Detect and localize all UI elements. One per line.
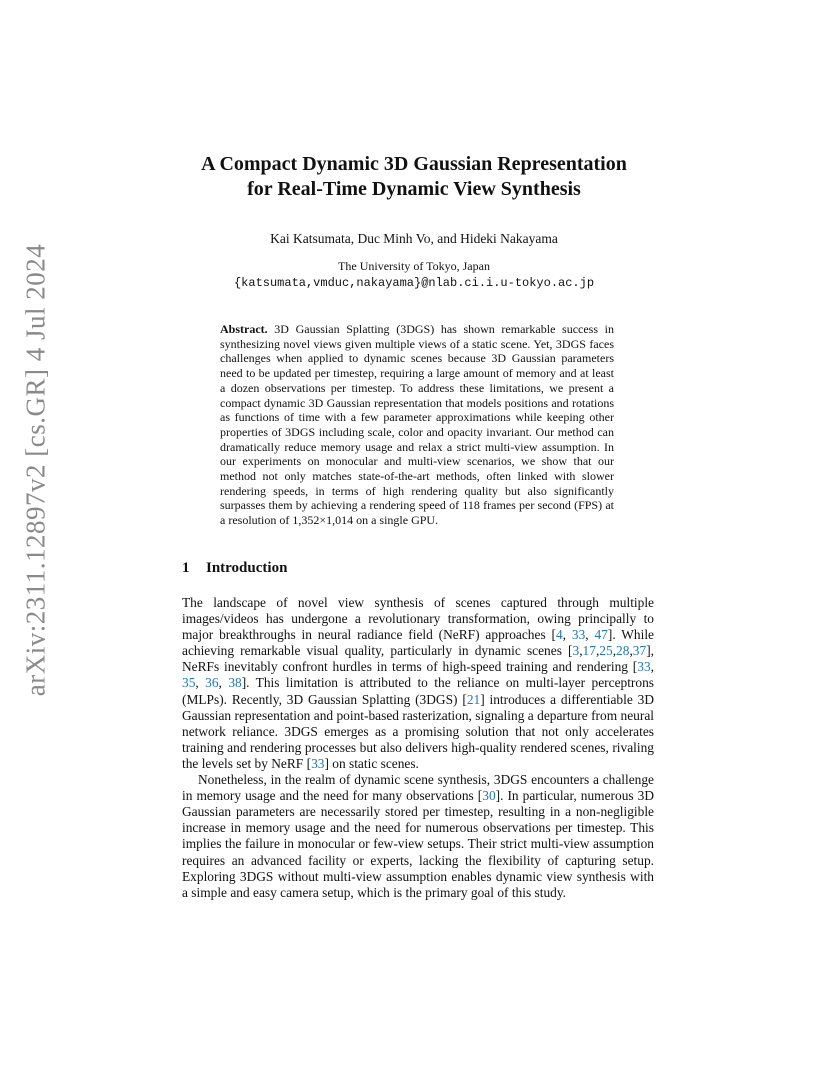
citation-link[interactable]: 30 — [482, 788, 496, 804]
citation-link[interactable]: 17 — [582, 643, 596, 659]
citation-link[interactable]: 35 — [182, 675, 196, 691]
paper-title — [0, 152, 828, 202]
citation-link[interactable]: 3 — [572, 643, 580, 659]
citation-link[interactable]: 25 — [599, 643, 613, 659]
email-domain: @nlab.ci.i.u-tokyo.ac.jp — [421, 276, 595, 290]
citation-link[interactable]: 4 — [555, 627, 563, 643]
text-run: , — [195, 675, 206, 691]
text-run: , — [629, 643, 633, 659]
text-run: , — [579, 643, 583, 659]
text-run: Nonetheless, in the realm of dynamic scene synthesis, 3DGS encounters a challenge in memory usage and the need for many observations [ — [182, 772, 654, 804]
abstract-text: 3D Gaussian Splatting (3DGS) has shown remarkable success in synthesizing novel views given multiple views of a static scene. Yet, 3DGS faces challenges when applied to dynamic scenes because 3D Gaussian parameters need to be updated per timestep, requiring a large amount of memory and at least a dozen observations per timestep. To address these limitations, we present a compact dynamic 3D Gaussian representation that models positions and rotations as functions of time with a few parameter approximations while keeping other properties of 3DGS including scale, color and opacity invariant. Our method can dramatically reduce memory usage and relax a strict multi-view assumption. In our experiments on monocular and multi-view scenarios, we show that our method not only matches state-of-the-art methods, often linked with slower rendering speeds, in terms of high rendering quality but also significantly surpasses them by achieving a rendering speed of 118 frames per second (FPS) at a resolution of 1,352×1,014 on a single GPU. — [220, 322, 614, 528]
text-run: ] on static scenes. — [324, 755, 419, 771]
introduction-body — [182, 595, 654, 901]
text-run: The landscape of novel view synthesis of scenes captured through multiple images/videos has undergone a revolutionary transformation, owing principally to major breakthroughs in neural radiance field (NeRF) approaches [ — [182, 595, 654, 643]
text-run: ]. While achieving remarkable visual quality, particularly in dynamic scenes [ — [182, 627, 654, 659]
citation-link[interactable]: 33 — [637, 659, 651, 675]
authors: Kai Katsumata, Duc Minh Vo, and Hideki Nakayama — [270, 231, 558, 246]
abstract — [220, 322, 614, 528]
text-run: , — [612, 643, 617, 659]
citation-link[interactable]: 36 — [205, 675, 219, 691]
citation-link[interactable]: 47 — [594, 627, 608, 643]
section-heading-introduction — [182, 560, 287, 577]
text-run: ]. This limitation is attributed to the reliance on multi-layer perceptrons (MLPs). Recently, 3D Gaussian Splatting (3DGS) [ — [182, 675, 654, 707]
citation-link[interactable]: 21 — [466, 691, 481, 707]
author-emails — [0, 275, 828, 290]
abstract-label: Abstract. — [220, 322, 268, 336]
text-run: ], NeRFs inevitably confront hurdles in terms of high-speed training and rendering [ — [182, 643, 654, 675]
text-run: , — [585, 627, 595, 643]
title-line-2: for Real-Time Dynamic View Synthesis — [247, 178, 581, 200]
citation-link[interactable]: 28 — [616, 643, 630, 659]
citation-link[interactable]: 38 — [228, 675, 242, 691]
text-run: , — [650, 659, 654, 675]
text-run: , — [218, 675, 229, 691]
section-number: 1 — [182, 560, 190, 576]
citation-link[interactable]: 33 — [571, 627, 586, 643]
citation-link[interactable]: 37 — [632, 643, 647, 659]
affiliation: The University of Tokyo, Japan — [338, 259, 490, 273]
text-run: , — [595, 643, 600, 659]
intro-paragraph-2 — [182, 772, 654, 901]
text-run: , — [562, 627, 572, 643]
title-line-1: A Compact Dynamic 3D Gaussian Representation — [201, 153, 627, 175]
email-users: {katsumata,vmduc,nakayama} — [233, 276, 422, 290]
intro-paragraph-1 — [182, 595, 654, 772]
text-run: ]. In particular, numerous 3D Gaussian parameters are necessarily stored per timestep, resulting in a non-negligible increase in memory usage and the need for numerous observations per timestep. This implies the failure in monocular or few-view setups. Their strict multi-view assumption requires an advanced facility or experts, lacking the flexibility of capturing setup. Exploring 3DGS without multi-view assumption enables dynamic view synthesis with a simple and easy camera setup, which is the primary goal of this study. — [182, 788, 654, 900]
text-run: ] introduces a differentiable 3D Gaussian representation and point-based rasterization, signaling a departure from neural network reliance. 3DGS emerges as a promising solution that not only accelerates training and rendering processes but also delivers high-quality rendered scenes, rivaling the levels set by NeRF [ — [182, 691, 654, 771]
arxiv-identifier-stamp: arXiv:2311.12897v2 [cs.GR] 4 Jul 2024 — [20, 243, 51, 697]
section-title: Introduction — [206, 560, 288, 576]
citation-link[interactable]: 33 — [311, 755, 325, 771]
